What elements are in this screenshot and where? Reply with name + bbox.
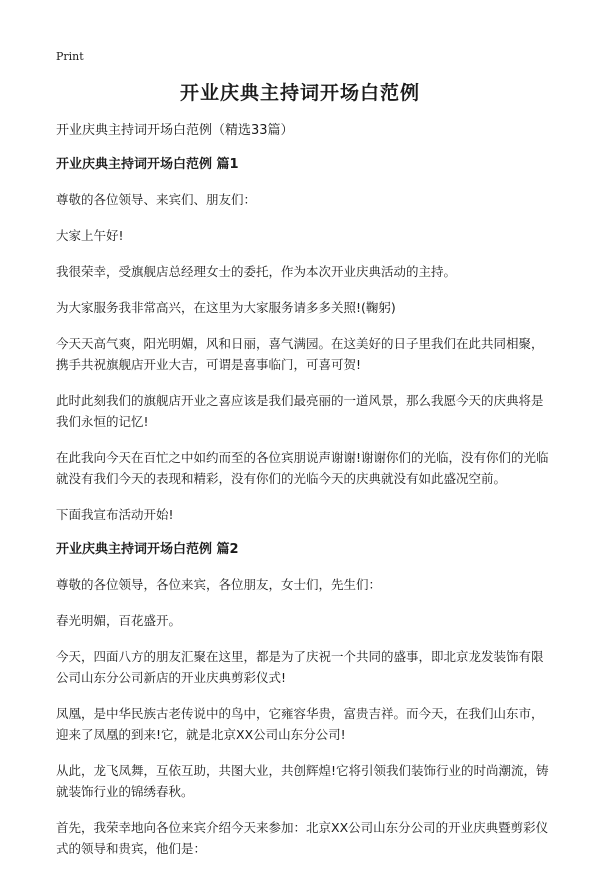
paragraph: 大家上午好! bbox=[56, 228, 124, 243]
paragraph: 我很荣幸，受旗舰店总经理女士的委托，作为本次开业庆典活动的主持。 bbox=[56, 264, 457, 279]
document-body bbox=[56, 120, 554, 874]
paragraph: 今天天高气爽，阳光明媚，风和日丽，喜气满园。在这美好的日子里我们在此共同相聚，携手共祝旗舰店开业大吉，可谓是喜事临门，可喜可贺! bbox=[56, 336, 544, 372]
paragraph: 尊敬的各位领导，各位来宾，各位朋友，女士们，先生们： bbox=[56, 577, 382, 592]
print-link[interactable]: Print bbox=[56, 50, 84, 63]
section-heading: 开业庆典主持词开场白范例 篇2 bbox=[56, 542, 239, 557]
paragraph: 此时此刻我们的旗舰店开业之喜应该是我们最亮丽的一道风景，那么我愿今天的庆典将是我们永恒的记忆! bbox=[56, 393, 544, 429]
paragraph: 在此我向今天在百忙之中如约而至的各位宾朋说声谢谢!谢谢你们的光临，没有你们的光临就没有我们今天的表现和精彩，没有你们的光临今天的庆典就没有如此盛况空前。 bbox=[56, 450, 549, 486]
paragraph: 首先，我荣幸地向各位来宾介绍今天来参加：北京XX公司山东分公司的开业庆典暨剪彩仪式的领导和贵宾，他们是： bbox=[56, 820, 549, 856]
paragraph: 尊敬的各位领导、来宾们、朋友们： bbox=[56, 192, 257, 207]
paragraph: 春光明媚，百花盛开。 bbox=[56, 613, 182, 628]
section-1 bbox=[56, 155, 554, 525]
document-subtitle: 开业庆典主持词开场白范例（精选33篇） bbox=[56, 123, 294, 138]
paragraph: 下面我宣布活动开始! bbox=[56, 507, 174, 522]
paragraph: 今天，四面八方的朋友汇聚在这里，都是为了庆祝一个共同的盛事，即北京龙发装饰有限公司山东分公司新店的开业庆典剪彩仪式! bbox=[56, 649, 544, 685]
page-title: 开业庆典主持词开场白范例 bbox=[179, 82, 420, 104]
paragraph: 从此，龙飞凤舞，互依互助，共图大业，共创辉煌!它将引领我们装饰行业的时尚潮流，铸就装饰行业的锦绣春秋。 bbox=[56, 763, 549, 799]
paragraph: 为大家服务我非常高兴，在这里为大家服务请多多关照!(鞠躬) bbox=[56, 300, 396, 315]
paragraph: 凤凰，是中华民族古老传说中的鸟中，它雍容华贵，富贵吉祥。而今天，在我们山东市，迎来了凤凰的到来!它，就是北京XX公司山东分公司! bbox=[56, 706, 544, 742]
section-2 bbox=[56, 540, 554, 859]
section-heading: 开业庆典主持词开场白范例 篇1 bbox=[56, 157, 239, 172]
